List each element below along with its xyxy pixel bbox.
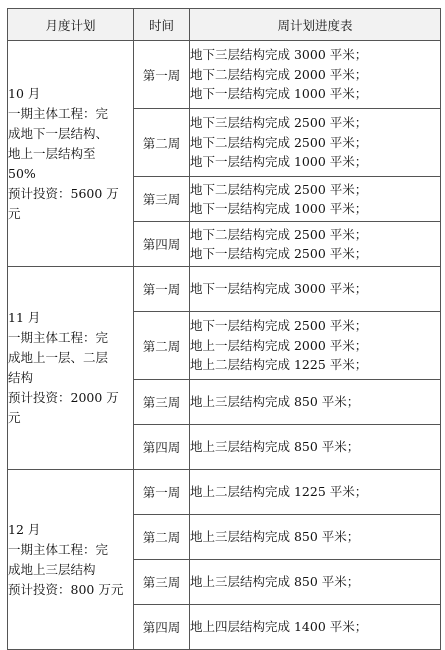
week-label: 第四周: [134, 605, 190, 650]
month-plan-line: 12 月: [8, 521, 41, 537]
month-plan-line: 预计投资：5600 万: [8, 185, 119, 201]
progress-item: 地下一层结构完成 2500 平米；: [190, 246, 368, 261]
progress-item: 地上一层结构完成 2000 平米；: [190, 337, 368, 353]
month-plan-line: 结构: [8, 370, 34, 385]
month-plan-cell: [8, 267, 134, 470]
progress-item: 地上二层结构完成 1225 平米；: [190, 357, 368, 373]
month-plan-line: 11 月: [8, 310, 41, 325]
week-label: 第三周: [134, 560, 190, 605]
progress-item: 地上三层结构完成 850 平米；: [190, 394, 360, 410]
month-plan-line: 地上一层结构至: [8, 145, 96, 161]
weekly-plan-table: [7, 8, 441, 650]
table-row: [8, 41, 441, 109]
progress-item: 地下二层结构完成 2000 平米；: [190, 66, 368, 82]
week-label: 第二周: [134, 312, 190, 380]
month-plan-line: 一期主体工程：完: [8, 330, 109, 345]
week-label: 第一周: [134, 470, 190, 515]
week-progress-cell: [190, 515, 441, 560]
week-progress-cell: [190, 605, 441, 650]
progress-item: 地上三层结构完成 850 平米；: [190, 529, 360, 545]
week-label: 第四周: [134, 425, 190, 470]
week-progress-cell: [190, 380, 441, 425]
month-plan-line: 50%: [8, 165, 36, 181]
month-plan-cell: [8, 41, 134, 267]
progress-item: 地下一层结构完成 1000 平米；: [190, 86, 368, 102]
month-plan-line: 一期主体工程：完: [8, 105, 109, 121]
header-month-plan: 月度计划: [8, 9, 134, 41]
week-progress-cell: [190, 312, 441, 380]
week-label: 第三周: [134, 380, 190, 425]
week-progress-cell: [190, 222, 441, 267]
progress-item: 地下二层结构完成 2500 平米；: [190, 181, 368, 197]
week-progress-cell: [190, 267, 441, 312]
week-progress-cell: [190, 177, 441, 222]
progress-item: 地下二层结构完成 2500 平米；: [190, 226, 368, 242]
table-row: [8, 470, 441, 515]
week-label: 第四周: [134, 222, 190, 267]
week-progress-cell: [190, 560, 441, 605]
week-label: 第二周: [134, 109, 190, 177]
week-progress-cell: [190, 470, 441, 515]
month-plan-cell: [8, 470, 134, 650]
progress-item: 地下一层结构完成 3000 平米；: [190, 281, 368, 297]
week-progress-cell: [190, 425, 441, 470]
table-body: [8, 41, 441, 650]
progress-item: 地上三层结构完成 850 平米；: [190, 574, 360, 590]
progress-item: 地下一层结构完成 2500 平米；: [190, 318, 368, 334]
month-plan-line: 预计投资：800 万元: [8, 581, 124, 597]
month-plan-line: 一期主体工程：完: [8, 541, 109, 557]
month-plan-line: 10 月: [8, 85, 41, 101]
progress-item: 地下二层结构完成 2500 平米；: [190, 134, 368, 150]
month-plan-line: 成地上三层结构: [8, 561, 96, 577]
month-plan-line: 预计投资：2000 万: [8, 390, 119, 405]
week-progress-cell: [190, 41, 441, 109]
week-label: 第一周: [134, 267, 190, 312]
week-label: 第一周: [134, 41, 190, 109]
week-label: 第二周: [134, 515, 190, 560]
week-progress-cell: [190, 109, 441, 177]
month-plan-line: 成地上一层、二层: [8, 350, 109, 365]
progress-item: 地下三层结构完成 3000 平米；: [190, 47, 368, 63]
progress-item: 地下一层结构完成 1000 平米；: [190, 154, 368, 170]
month-plan-line: 成地下一层结构、: [8, 125, 109, 141]
header-row: [8, 9, 441, 41]
week-label: 第三周: [134, 177, 190, 222]
month-plan-line: 元: [8, 205, 21, 221]
header-time: 时间: [134, 9, 190, 41]
table-row: [8, 267, 441, 312]
progress-item: 地上三层结构完成 850 平米；: [190, 439, 360, 455]
progress-item: 地下三层结构完成 2500 平米；: [190, 115, 368, 131]
progress-item: 地上二层结构完成 1225 平米；: [190, 484, 368, 500]
progress-item: 地下一层结构完成 1000 平米；: [190, 201, 368, 216]
month-plan-line: 元: [8, 410, 21, 425]
progress-item: 地上四层结构完成 1400 平米；: [190, 619, 368, 635]
header-weekly-progress: 周计划进度表: [190, 9, 441, 41]
